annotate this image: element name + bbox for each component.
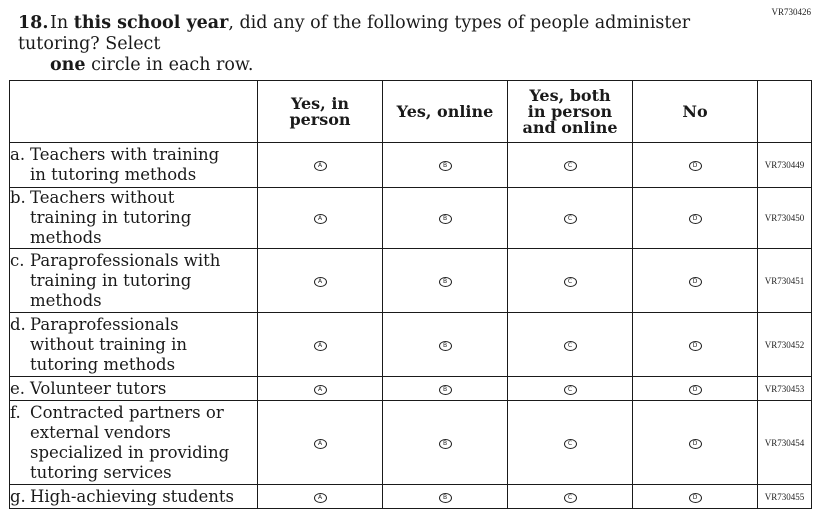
option-cell-no — [633, 377, 758, 401]
row-text: Contracted partners or external vendors specialized in providing tutoring services — [30, 402, 230, 482]
table-row — [10, 313, 812, 377]
row-label: c. — [10, 250, 25, 270]
response-bubble-no[interactable]: D — [689, 341, 702, 351]
option-cell-in-person — [258, 485, 383, 509]
row-code: VR730449 — [758, 143, 812, 188]
option-cell-no — [633, 313, 758, 377]
option-cell-online — [383, 143, 508, 188]
response-bubble-no[interactable]: D — [689, 385, 702, 395]
response-bubble-online[interactable]: B — [439, 214, 452, 224]
row-label: a. — [10, 145, 26, 164]
option-cell-both — [508, 313, 633, 377]
response-bubble-both[interactable]: C — [564, 385, 577, 395]
option-cell-both — [508, 188, 633, 249]
response-bubble-in-person[interactable]: A — [314, 439, 327, 449]
response-bubble-in-person[interactable]: A — [314, 341, 327, 351]
row-code: VR730453 — [758, 377, 812, 401]
row-item — [10, 377, 258, 401]
row-item — [10, 143, 258, 188]
table-row — [10, 249, 812, 313]
option-cell-both — [508, 249, 633, 313]
table-row — [10, 485, 812, 509]
row-item — [10, 313, 258, 377]
response-bubble-no[interactable]: D — [689, 161, 702, 171]
row-code: VR730450 — [758, 188, 812, 249]
row-code: VR730455 — [758, 485, 812, 509]
table-row — [10, 401, 812, 485]
response-bubble-both[interactable]: C — [564, 161, 577, 171]
response-bubble-in-person[interactable]: A — [314, 277, 327, 287]
option-cell-no — [633, 188, 758, 249]
row-item — [10, 401, 258, 485]
option-cell-both — [508, 143, 633, 188]
response-bubble-no[interactable]: D — [689, 214, 702, 224]
question-emphasis: this school year — [73, 13, 229, 33]
response-bubble-in-person[interactable]: A — [314, 385, 327, 395]
row-code: VR730454 — [758, 401, 812, 485]
response-bubble-in-person[interactable]: A — [314, 161, 327, 171]
option-cell-online — [383, 188, 508, 249]
option-cell-both — [508, 401, 633, 485]
option-cell-in-person — [258, 377, 383, 401]
header-row — [10, 81, 812, 143]
row-code: VR730451 — [758, 249, 812, 313]
form-code: VR730426 — [771, 7, 811, 17]
option-cell-no — [633, 143, 758, 188]
response-grid — [9, 80, 812, 509]
question-emphasis-one: one — [50, 55, 86, 75]
row-label: e. — [10, 378, 26, 398]
row-label: f. — [10, 402, 21, 422]
response-bubble-online[interactable]: B — [439, 493, 452, 503]
option-cell-both — [508, 485, 633, 509]
option-cell-online — [383, 313, 508, 377]
row-label: d. — [10, 314, 26, 334]
table-row — [10, 377, 812, 401]
option-cell-online — [383, 377, 508, 401]
response-bubble-in-person[interactable]: A — [314, 214, 327, 224]
row-text: Volunteer tutors — [30, 378, 167, 398]
question-number: 18. — [18, 13, 49, 33]
option-cell-in-person — [258, 143, 383, 188]
row-label: g. — [10, 486, 26, 506]
response-bubble-online[interactable]: B — [439, 161, 452, 171]
row-text: Paraprofessionals without training in tutoring methods — [30, 314, 187, 374]
response-bubble-online[interactable]: B — [439, 341, 452, 351]
row-item — [10, 249, 258, 313]
option-cell-both — [508, 377, 633, 401]
response-bubble-no[interactable]: D — [689, 277, 702, 287]
column-header-online: Yes, online — [383, 81, 508, 143]
option-cell-online — [383, 249, 508, 313]
column-header-no: No — [633, 81, 758, 143]
row-code: VR730452 — [758, 313, 812, 377]
response-bubble-both[interactable]: C — [564, 277, 577, 287]
option-cell-no — [633, 249, 758, 313]
question-text-after: , did any of the following types of people administer tutoring? Select — [18, 13, 691, 54]
option-cell-no — [633, 485, 758, 509]
option-cell-in-person — [258, 401, 383, 485]
response-bubble-both[interactable]: C — [564, 493, 577, 503]
row-item — [10, 188, 258, 249]
response-bubble-both[interactable]: C — [564, 341, 577, 351]
response-bubble-online[interactable]: B — [439, 439, 452, 449]
header-blank — [10, 81, 258, 143]
question-text-before: In — [50, 13, 74, 33]
response-bubble-both[interactable]: C — [564, 439, 577, 449]
row-text: Teachers without training in tutoring methods — [30, 188, 192, 247]
question-text — [18, 13, 758, 76]
response-bubble-online[interactable]: B — [439, 385, 452, 395]
table-row — [10, 143, 812, 188]
option-cell-online — [383, 401, 508, 485]
response-bubble-both[interactable]: C — [564, 214, 577, 224]
header-code-blank — [758, 81, 812, 143]
row-label: b. — [10, 188, 26, 207]
column-header-in-person: Yes, in person — [258, 81, 383, 143]
option-cell-in-person — [258, 188, 383, 249]
response-bubble-online[interactable]: B — [439, 277, 452, 287]
row-text: Teachers with training in tutoring methods — [30, 145, 220, 184]
row-text: High-achieving students — [30, 486, 234, 506]
table-row — [10, 188, 812, 249]
option-cell-no — [633, 401, 758, 485]
option-cell-online — [383, 485, 508, 509]
column-header-both: Yes, both in person and online — [508, 81, 633, 143]
response-bubble-no[interactable]: D — [689, 439, 702, 449]
option-cell-in-person — [258, 249, 383, 313]
option-cell-in-person — [258, 313, 383, 377]
row-text: Paraprofessionals with training in tutoring methods — [30, 250, 221, 310]
response-bubble-no[interactable]: D — [689, 493, 702, 503]
question-instruction: circle in each row. — [85, 55, 254, 75]
response-bubble-in-person[interactable]: A — [314, 493, 327, 503]
row-item — [10, 485, 258, 509]
